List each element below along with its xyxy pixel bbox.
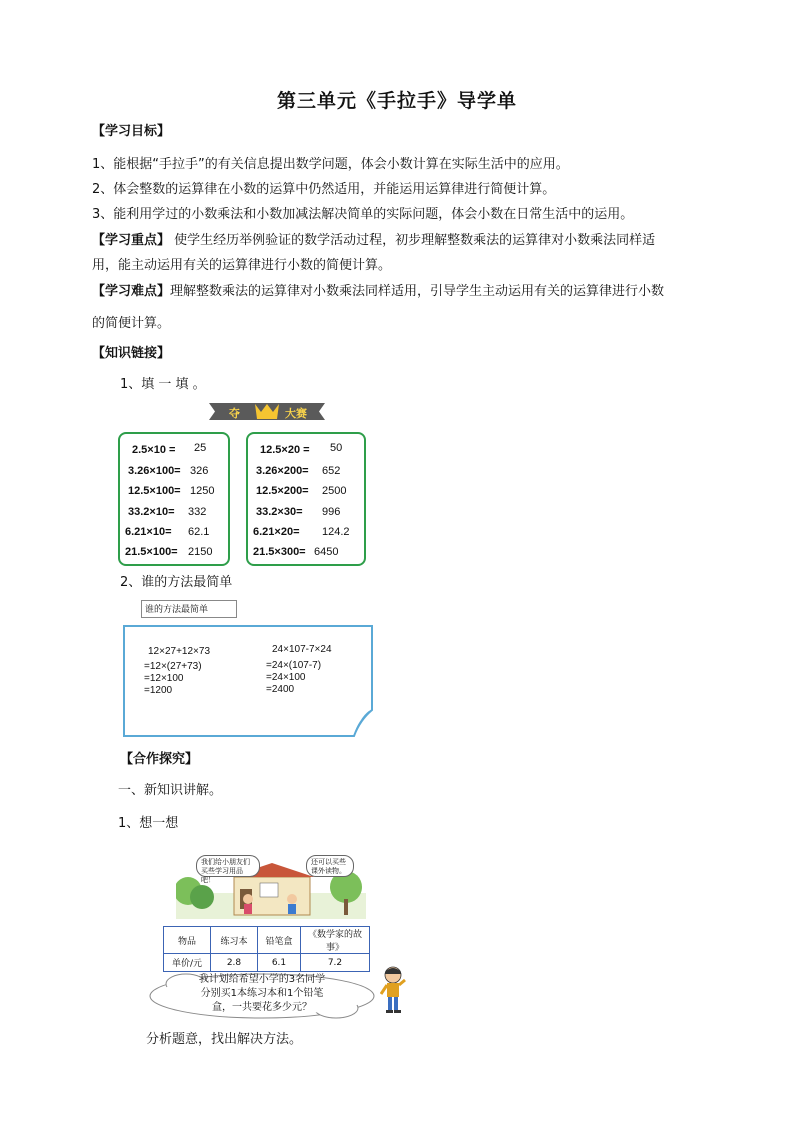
- calc-left-line: 12×27+12×73: [148, 646, 211, 657]
- question-1: 1、填 一 填 。: [120, 377, 206, 392]
- key-text: 使学生经历举例验证的数学活动过程，初步理解整数乘法的运算律对小数乘法同样适: [170, 233, 656, 248]
- equation: [256, 465, 309, 477]
- speech-bubble-left: 我们给小朋友们买些学习用品吧！: [196, 855, 260, 877]
- speech-bubble-right: 还可以买些课外读物。: [306, 855, 354, 877]
- equation-answer: 652: [322, 465, 341, 477]
- calc-left-line: =12×100: [144, 673, 184, 684]
- equation: [260, 444, 310, 456]
- page-title: 第三单元《手拉手》导学单: [276, 90, 517, 112]
- equation: [256, 506, 303, 518]
- cloud-line: 我计划给希望小学的3名同学: [198, 974, 326, 985]
- table-cell: 7.2: [301, 954, 370, 972]
- difficulty-label: 【学习难点】: [92, 284, 171, 299]
- calc-left-line: =1200: [144, 685, 173, 696]
- table-cell: 铅笔盒: [258, 927, 301, 954]
- analyze-text: 分析题意，找出解决方法。: [146, 1032, 303, 1047]
- banner-text-right: 大赛: [285, 407, 307, 420]
- banner-text-left: 夺: [229, 407, 240, 420]
- calculation-card: [122, 624, 374, 738]
- key-line-1: [92, 232, 655, 250]
- equation-answer: 996: [322, 506, 341, 518]
- cloud-line: 分别买1本练习本和1个铅笔: [200, 988, 324, 999]
- difficulty-line-2: 的简便计算。: [92, 316, 171, 331]
- goals-heading: 【学习目标】: [92, 124, 171, 139]
- price-table-wrap: [163, 926, 370, 972]
- cloud-text: [146, 973, 378, 1015]
- calc-left-line: =12×(27+73): [144, 661, 202, 672]
- explore-section: 一、新知识讲解。: [118, 783, 223, 798]
- equation: [256, 485, 309, 497]
- equation-expr: 21.5×100=: [125, 546, 178, 558]
- difficulty-line-1: [92, 283, 664, 301]
- equation: [125, 546, 178, 558]
- explore-item: 1、想一想: [118, 816, 179, 831]
- equation-expr: 12.5×200=: [256, 485, 309, 497]
- equation: [253, 546, 306, 558]
- equation-answer: 326: [190, 465, 209, 477]
- equation: [132, 444, 175, 456]
- calc-right-line: =24×100: [266, 672, 306, 683]
- knowledge-heading: 【知识链接】: [92, 346, 171, 361]
- equation-answer: 124.2: [322, 526, 350, 538]
- explore-heading: 【合作探究】: [120, 752, 199, 767]
- fill-box-1: [118, 432, 230, 566]
- goal-item: 3、能利用学过的小数乘法和小数加减法解决简单的实际问题，体会小数在日常生活中的运用。: [92, 207, 634, 222]
- equation: [128, 485, 181, 497]
- equation-answer: 2150: [188, 546, 213, 558]
- equation-answer: 2500: [322, 485, 347, 497]
- equation: [128, 465, 181, 477]
- thought-cloud: [146, 970, 378, 1022]
- boy-icon: [380, 966, 406, 1014]
- equation-expr: 33.2×10=: [128, 506, 175, 518]
- banner-shape: [209, 403, 325, 420]
- equation-expr: 6.21×20=: [253, 526, 300, 538]
- equation-expr: 3.26×100=: [128, 465, 181, 477]
- table-cell: 6.1: [258, 954, 301, 972]
- table-cell: 单价/元: [164, 954, 211, 972]
- calc-right-line: =2400: [266, 684, 295, 695]
- equation-expr: 6.21×10=: [125, 526, 172, 538]
- table-row: [164, 927, 370, 954]
- key-label: 【学习重点】: [92, 233, 171, 248]
- equation-expr: 33.2×30=: [256, 506, 303, 518]
- equation: [125, 526, 172, 538]
- table-cell: 练习本: [211, 927, 258, 954]
- equation-answer: 62.1: [188, 526, 210, 538]
- fill-box-2: [246, 432, 366, 566]
- goal-item: 1、能根据“手拉手”的有关信息提出数学问题，体会小数计算在实际生活中的应用。: [92, 157, 569, 172]
- table-row: [164, 954, 370, 972]
- equation-answer: 6450: [314, 546, 339, 558]
- equation-expr: 21.5×300=: [253, 546, 306, 558]
- equation-answer: 1250: [190, 485, 215, 497]
- table-cell: 物品: [164, 927, 211, 954]
- contest-banner: [209, 403, 325, 420]
- equation-answer: 50: [330, 442, 343, 454]
- calc-right-line: 24×107-7×24: [272, 644, 332, 655]
- cloud-line: 盒，一共要花多少元？: [212, 1002, 312, 1013]
- equation: [253, 526, 300, 538]
- equation-expr: 12.5×100=: [128, 485, 181, 497]
- boy-figure: [380, 966, 406, 1014]
- price-table: [163, 926, 370, 972]
- equation-expr: 12.5×20 =: [260, 444, 310, 456]
- equation-answer: 25: [194, 442, 207, 454]
- equation-expr: 3.26×200=: [256, 465, 309, 477]
- table-cell: 《数学家的故事》: [301, 927, 370, 954]
- question-2: 2、谁的方法最简单: [120, 575, 233, 590]
- key-line-2: 用，能主动运用有关的运算律进行小数的简便计算。: [92, 258, 392, 273]
- scene-illustration: [176, 853, 366, 919]
- calc-right-line: =24×(107-7): [266, 660, 322, 671]
- goal-item: 2、体会整数的运算律在小数的运算中仍然适用，并能运用运算律进行简便计算。: [92, 182, 556, 197]
- equation: [128, 506, 175, 518]
- method-tag: 谁的方法最简单: [141, 600, 237, 618]
- table-cell: 2.8: [211, 954, 258, 972]
- equation-answer: 332: [188, 506, 207, 518]
- difficulty-text: 理解整数乘法的运算律对小数乘法同样适用，引导学生主动运用有关的运算律进行小数: [170, 284, 665, 299]
- equation-expr: 2.5×10 =: [132, 444, 176, 456]
